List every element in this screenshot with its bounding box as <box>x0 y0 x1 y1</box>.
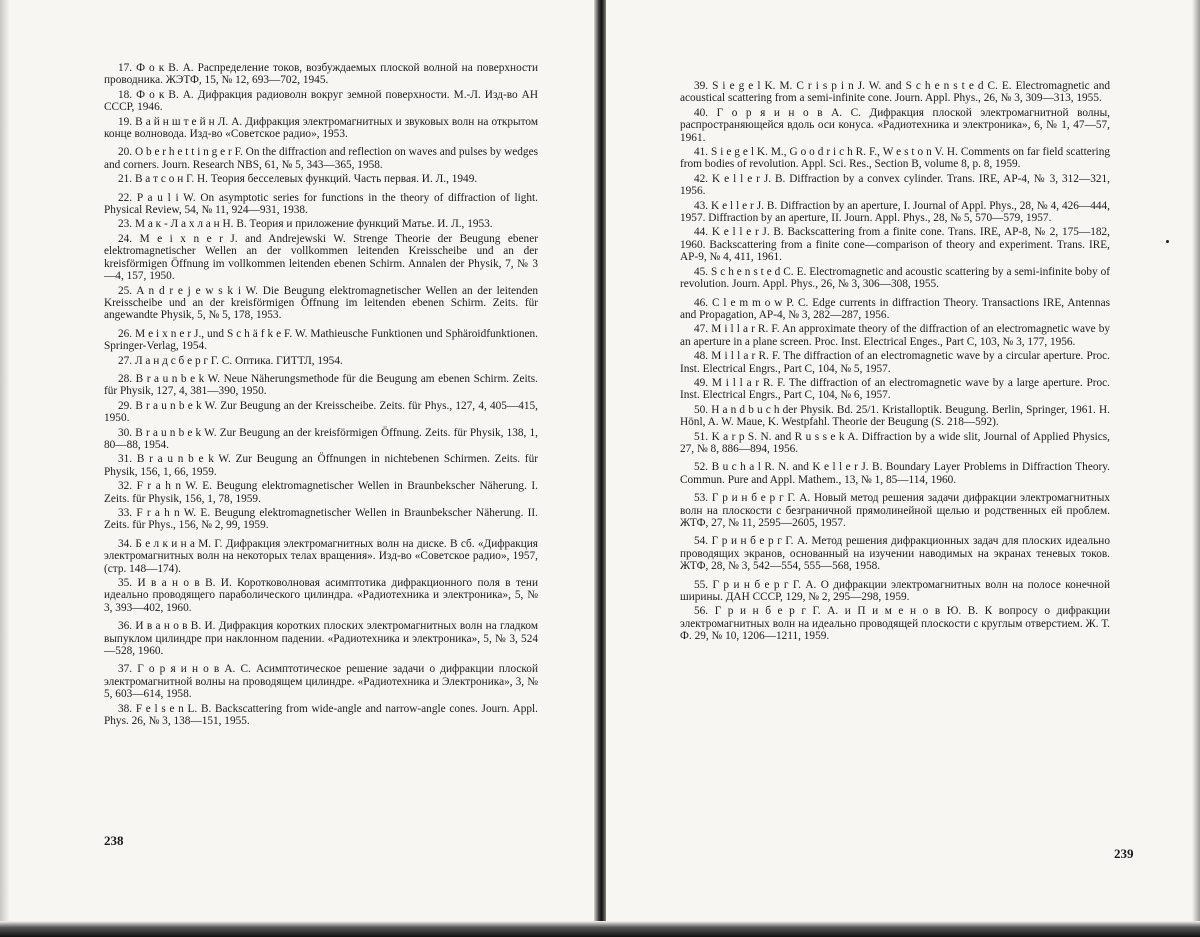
reference-entry-36: 36. И в а н о в В. И. Дифракция коротких плоских электромагнитных волн на гладком выпуклом цилиндре при наклонном падении. «Радиотехника и электроника», 5, № 3, 524—528, 1960. <box>104 620 538 658</box>
reference-entry-32: 32. F r a h n W. E. Beugung elektromagnetischer Wellen in Braunbekscher Näherung. I. Zeits. für Physik, 156, 1, 78, 1959. <box>104 480 538 505</box>
right-page-number: 239 <box>1114 846 1134 861</box>
left-page-number: 238 <box>104 833 124 848</box>
reference-entry-29: 29. B r a u n b e k W. Zur Beugung an der Kreisscheibe. Zeits. für Phys., 127, 4, 405—415, 1950. <box>104 399 538 425</box>
reference-entry-56: 56. Г р и н б е р г Г. А. и П и м е н о в Ю. В. К вопросу о дифракции электромагнитных волн на идеально проводящей плоскости с круглым отверстием. Ж. Т. Ф. 29, № 10, 1206—1211, 1959. <box>680 605 1110 643</box>
right-page <box>606 0 1200 937</box>
reference-entry-25: 25. A n d r e j e w s k i W. Die Beugung elektromagnetischer Wellen an der leitenden Kreisscheibe und an der kreisförmigen Öffnung im leitenden ebenen Schirm. Zeits. für angewandte Physik, 5, № 5, 178, 1953. <box>104 284 538 322</box>
reference-entry-52: 52. B u c h a l R. N. and K e l l e r J. B. Boundary Layer Problems in Diffraction Theory. Commun. Pure and Appl. Mathem., 13, № 1, 85—114, 1960. <box>680 461 1110 486</box>
right-reference-list <box>680 80 1110 645</box>
reference-entry-21: 21. В а т с о н Г. Н. Теория бесселевых функций. Часть первая. И. Л., 1949. <box>118 173 478 186</box>
reference-entry-24: 24. M e i x n e r J. and Andrejewski W. Strenge Theorie der Beugung ebener elektromagnetischer Wellen an der vollkommen leitenden Kreisscheibe und an der kreisförmigen Öffnung im vollkommen leitenden ebenen Schirm. Annalen der Physik, 7, № 3—4, 157, 1950. <box>104 232 538 283</box>
reference-entry-38: 38. F e l s e n L. B. Backscattering from wide-angle and narrow-angle cones. Journ. Appl. Phys. 26, № 3, 138—151, 1955. <box>104 702 538 728</box>
reference-entry-49: 49. M i l l a r R. F. The diffraction of an electromagnetic wave by a large aperture. Proc. Inst. Electrical Engrs., Part C, 104, № 6, 1957. <box>680 376 1110 402</box>
reference-entry-55: 55. Г р и н б е р г Г. А. О дифракции электромагнитных волн на полосе конечной ширины. ДАН СССР, 129, № 2, 295—298, 1959. <box>680 578 1110 604</box>
reference-entry-30: 30. B r a u n b e k W. Zur Beugung an der kreisförmigen Öffnung. Zeits. für Physik, 138, 1, 80—88, 1954. <box>104 426 538 451</box>
reference-entry-18: 18. Ф о к В. А. Дифракция радиоволн вокруг земной поверхности. М.-Л. Изд-во АН СССР, 1946. <box>104 88 538 114</box>
reference-entry-54: 54. Г р и н б е р г Г. А. Метод решения дифракционных задач для плоских идеально проводящих экранов, основанный на изучении наводимых на экранах теневых токов. ЖТФ, 28, № 3, 542—554, 555—568, 1958. <box>680 535 1110 573</box>
reference-entry-31: 31. B r a u n b e k W. Zur Beugung an Öffnungen in nichtebenen Schirmen. Zeits. für Physik, 156, 1, 66, 1959. <box>104 453 538 478</box>
reference-entry-27: 27. Л а н д с б е р г Г. С. Оптика. ГИТТЛ, 1954. <box>118 354 343 367</box>
reference-entry-19: 19. В а й н ш т е й н Л. А. Дифракция электромагнитных и звуковых волн на открытом конце волновода. Изд-во «Советское радио», 1953. <box>104 115 538 141</box>
reference-entry-41: 41. S i e g e l K. M., G o o d r i c h R. F., W e s t o n V. H. Comments on far field scattering from bodies of revolution. Appl. Sci. Res., Section B, volume 8, p. 8, 1959. <box>680 146 1110 171</box>
reference-entry-46: 46. C l e m m o w P. C. Edge currents in diffraction Theory. Transactions IRE, Antennas and Propagation, AP-4, № 3, 282—287, 1956. <box>680 296 1110 321</box>
reference-entry-47: 47. M i l l a r R. F. An approximate theory of the diffraction of an electromagnetic wave by an aperture in a plane screen. Proc. Inst. Electrical Enges., Part C, 103, № 3, 177, 1956. <box>680 323 1110 348</box>
reference-entry-37: 37. Г о р я и н о в А. С. Асимптотическое решение задачи о дифракции плоской электромагнитной волны на проводящем цилиндре. «Радиотехника и Электроника», 3, № 5, 603—614, 1958. <box>104 663 538 701</box>
reference-entry-26: 26. M e i x n e r J., und S c h ä f k e F. W. Mathieusche Funktionen und Sphäroidfunktionen. Springer-Verlag, 1954. <box>104 327 538 353</box>
reference-entry-35: 35. И в а н о в В. И. Коротковолновая асимптотика дифракционного поля в тени идеально проводящего параболического цилиндра. «Радиотехника и электроника», 5, № 3, 393—402, 1960. <box>104 577 538 614</box>
reference-entry-48: 48. M i l l a r R. F. The diffraction of an electromagnetic wave by a circular aperture. Proc. Inst. Electrical Engrs., Part C, 104, № 5, 1957. <box>680 350 1110 375</box>
scan-bottom-edge <box>0 921 1200 937</box>
reference-entry-20: 20. O b e r h e t t i n g e r F. On the diffraction and reflection on waves and pulses by wedges and corners. Journ. Research NBS, 61, № 5, 343—365, 1958. <box>104 146 538 171</box>
reference-entry-17: 17. Ф о к В. А. Распределение токов, возбуждаемых плоской волной на поверхности проводника. ЖЭТФ, 15, № 12, 693—702, 1945. <box>104 62 538 87</box>
reference-entry-23: 23. М а к - Л а х л а н Н. В. Теория и приложение функций Матье. И. Л., 1953. <box>118 218 493 231</box>
reference-entry-45: 45. S c h e n s t e d C. E. Electromagnetic and acoustic scattering by a semi-infinite boby of revolution. Journ. Appl. Phys., 26, № 3, 306—308, 1955. <box>680 265 1110 291</box>
reference-entry-44: 44. K e l l e r J. B. Backscattering from a finite cone. Trans. IRE, AP-8, № 2, 175—182, 1960. Backscattering from a finite cone—comparison of theory and experiment. Trans. IRE, AP-9, № 4, 411, 1961. <box>680 226 1110 264</box>
left-page <box>0 0 596 937</box>
left-page-edge <box>0 0 10 937</box>
reference-entry-51: 51. K a r p S. N. and R u s s e k A. Diffraction by a wide slit, Journal of Applied Physics, 27, № 8, 886—894, 1956. <box>680 430 1110 455</box>
reference-entry-53: 53. Г р и н б е р г Г. А. Новый метод решения задачи дифракции электромагнитных волн на плоскости с безграничной прямолинейной щелью и родственных ей проблем. ЖТФ, 27, № 11, 2595—2605, 1957. <box>680 492 1110 529</box>
reference-entry-50: 50. H a n d b u c h der Physik. Bd. 25/1. Kristalloptik. Beugung. Berlin, Springer, 1961. H. Hönl, A. W. Maue, K. Westpfahl. Theorie der Beugung (S. 218—592). <box>680 403 1110 429</box>
reference-entry-39: 39. S i e g e l K. M. C r i s p i n J. W. and S c h e n s t e d C. E. Electromagnetic and acoustical scattering from a semi-infinite cone. Journ. Appl. Phys., 26, № 3, 309—313, 1955. <box>680 80 1110 105</box>
reference-entry-34: 34. Б е л к и н а М. Г. Дифракция электромагнитных волн на диске. В сб. «Дифракция электромагнитных волн на некоторых телах вращения». Изд-во «Советское радио», 1957, (стр. 148—174). <box>104 537 538 575</box>
reference-entry-33: 33. F r a h n W. E. Beugung elektromagnetischer Wellen in Braunbekscher Näherung. II. Zeits. für Phys., 156, № 2, 99, 1959. <box>104 507 538 532</box>
scan-speck <box>1166 240 1169 243</box>
reference-entry-22: 22. P a u l i W. On asymptotic series for functions in the theory of diffraction of light. Physical Review, 54, № 11, 924—931, 1938. <box>104 191 538 217</box>
reference-entry-43: 43. K e l l e r J. B. Diffraction by an aperture, I. Journal of Appl. Phys., 28, № 4, 426—444, 1957. Diffraction by an aperture, II. Journ. Appl. Phys., 28, № 5, 570—579, 1957. <box>680 199 1110 225</box>
right-page-edge <box>1192 0 1200 937</box>
reference-entry-42: 42. K e l l e r J. B. Diffraction by a convex cylinder. Trans. IRE, AP-4, № 3, 312—321, 1956. <box>680 172 1110 198</box>
reference-entry-28: 28. B r a u n b e k W. Neue Näherungsmethode für die Beugung am ebenen Schirm. Zeits. für Physik, 127, 4, 381—390, 1950. <box>104 372 538 398</box>
reference-entry-40: 40. Г о р я и н о в А. С. Дифракция плоской электромагнитной волны, распространяющейся вдоль оси конуса. «Радиотехника и электроника», 6, № 1, 47—57, 1961. <box>680 106 1110 144</box>
left-reference-list <box>104 62 538 730</box>
